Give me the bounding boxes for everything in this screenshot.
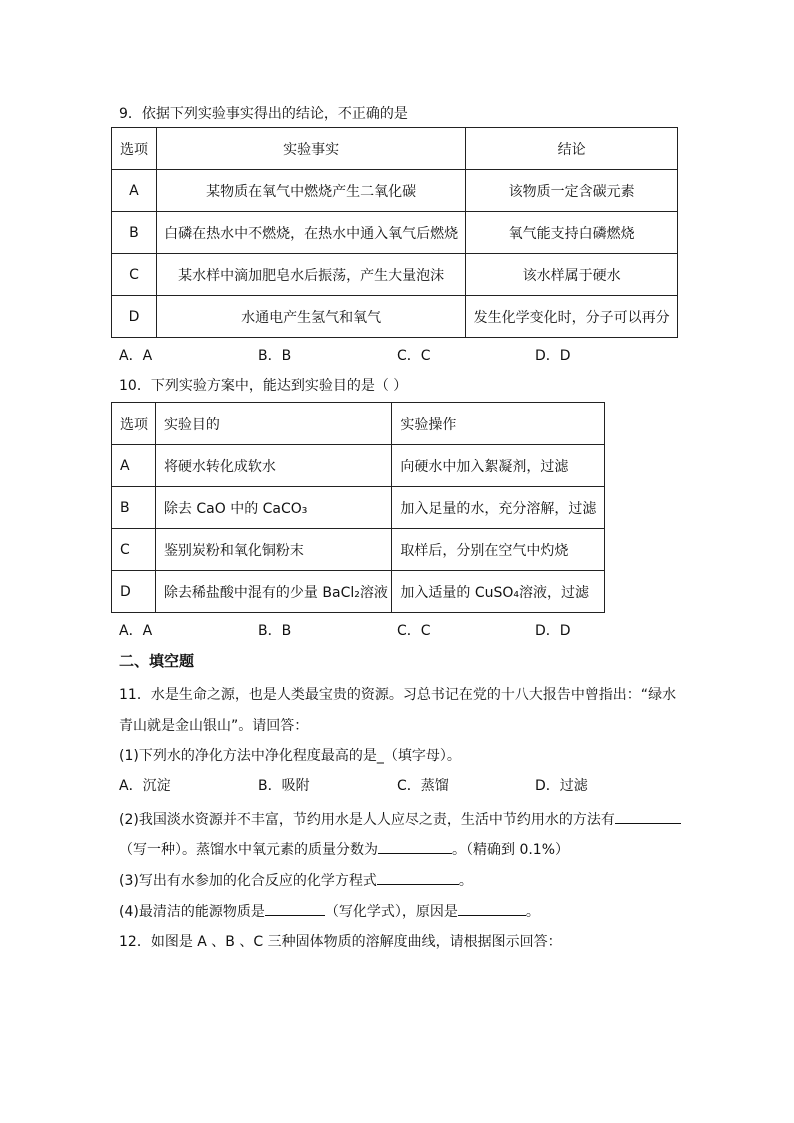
option-cell: A [112, 445, 156, 487]
answer-blank[interactable] [377, 870, 459, 885]
goal-cell: 将硬水转化成软水 [155, 445, 391, 487]
option-cell: B [112, 487, 156, 529]
table-row [112, 445, 605, 487]
q11-part2-line2 [119, 839, 569, 860]
q11-line1: 11．水是生命之源，也是人类最宝贵的资源。习总书记在党的十八大报告中曾指出：“绿水 [119, 687, 677, 703]
conclusion-cell: 发生化学变化时，分子可以再分 [466, 296, 678, 338]
answer-blank[interactable] [458, 901, 526, 916]
goal-cell: 除去 CaO 中的 CaCO₃ [155, 487, 391, 529]
q10-stem: 10．下列实验方案中，能达到实验目的是（ ） [119, 378, 408, 394]
choice-a[interactable]: A．沉淀 [119, 778, 171, 794]
choice-c[interactable]: C．C [397, 348, 431, 364]
answer-blank[interactable] [265, 901, 325, 916]
q11-part4-text: (4)最清洁的能源物质是 [119, 904, 265, 920]
choice-a[interactable]: A．A [119, 623, 153, 639]
choice-b[interactable]: B．B [258, 623, 292, 639]
q11-part2-text: （写一种）。蒸馏水中氧元素的质量分数为 [119, 842, 378, 858]
operation-cell: 向硬水中加入絮凝剂，过滤 [392, 445, 605, 487]
option-cell: D [112, 571, 156, 613]
choice-b[interactable]: B．B [258, 348, 292, 364]
fact-cell: 某物质在氧气中燃烧产生二氧化碳 [156, 170, 465, 212]
q9-choices [0, 346, 794, 366]
option-cell: B [112, 212, 157, 254]
q11-part4 [119, 901, 540, 922]
table-row [112, 296, 678, 338]
q9-table [111, 127, 678, 338]
choice-d[interactable]: D．D [535, 623, 571, 639]
table-row [112, 571, 605, 613]
q11-part1-choices [0, 776, 794, 796]
table-row [112, 212, 678, 254]
option-cell: D [112, 296, 157, 338]
table-header-cell: 实验目的 [155, 403, 391, 445]
q12-stem: 12．如图是 A 、B 、C 三种固体物质的溶解度曲线，请根据图示回答： [119, 934, 562, 950]
q11-part3-end: 。 [458, 873, 473, 889]
q11-part3-text: (3)写出有水参加的化合反应的化学方程式 [119, 873, 377, 889]
q10-table [111, 402, 605, 613]
q9-stem: 9．依据下列实验事实得出的结论，不正确的是 [119, 106, 408, 122]
answer-blank[interactable] [615, 809, 681, 824]
option-cell: C [112, 529, 156, 571]
table-header-cell: 结论 [466, 128, 678, 170]
conclusion-cell: 该水样属于硬水 [466, 254, 678, 296]
fact-cell: 水通电产生氢气和氧气 [156, 296, 465, 338]
goal-cell: 除去稀盐酸中混有的少量 BaCl₂溶液 [155, 571, 391, 613]
choice-d[interactable]: D．D [535, 348, 571, 364]
table-row [112, 170, 678, 212]
q11-part3 [119, 870, 473, 891]
operation-cell: 取样后，分别在空气中灼烧 [392, 529, 605, 571]
fact-cell: 某水样中滴加肥皂水后振荡，产生大量泡沫 [156, 254, 465, 296]
table-header-cell: 选项 [112, 128, 157, 170]
q11-part4-end: 。 [525, 904, 540, 920]
q11-part2-line1 [119, 809, 681, 830]
table-row [112, 529, 605, 571]
goal-cell: 鉴别炭粉和氧化铜粉末 [155, 529, 391, 571]
option-cell: C [112, 254, 157, 296]
option-cell: A [112, 170, 157, 212]
q11-part4-text: （写化学式），原因是 [324, 904, 458, 920]
choice-b[interactable]: B．吸附 [258, 778, 310, 794]
q10-choices [0, 621, 794, 641]
choice-a[interactable]: A．A [119, 348, 153, 364]
table-header-row [112, 403, 605, 445]
fact-cell: 白磷在热水中不燃烧，在热水中通入氧气后燃烧 [156, 212, 465, 254]
choice-d[interactable]: D．过滤 [535, 778, 588, 794]
conclusion-cell: 该物质一定含碳元素 [466, 170, 678, 212]
q11-part2-text: (2)我国淡水资源并不丰富，节约用水是人人应尽之责，生活中节约用水的方法有 [119, 812, 615, 828]
table-row [112, 487, 605, 529]
choice-c[interactable]: C．蒸馏 [397, 778, 449, 794]
section-heading: 二、填空题 [119, 652, 195, 670]
operation-cell: 加入适量的 CuSO₄溶液，过滤 [392, 571, 605, 613]
q11-line2: 青山就是金山银山”。请回答： [119, 718, 309, 734]
table-header-cell: 实验操作 [392, 403, 605, 445]
answer-blank[interactable] [378, 839, 452, 854]
table-header-cell: 实验事实 [156, 128, 465, 170]
conclusion-cell: 氧气能支持白磷燃烧 [466, 212, 678, 254]
operation-cell: 加入足量的水，充分溶解，过滤 [392, 487, 605, 529]
q11-part2-text: 。（精确到 0.1%） [452, 842, 570, 858]
table-header-cell: 选项 [112, 403, 156, 445]
table-header-row [112, 128, 678, 170]
q11-part1: (1)下列水的净化方法中净化程度最高的是_（填字母）。 [119, 748, 461, 764]
choice-c[interactable]: C．C [397, 623, 431, 639]
table-row [112, 254, 678, 296]
